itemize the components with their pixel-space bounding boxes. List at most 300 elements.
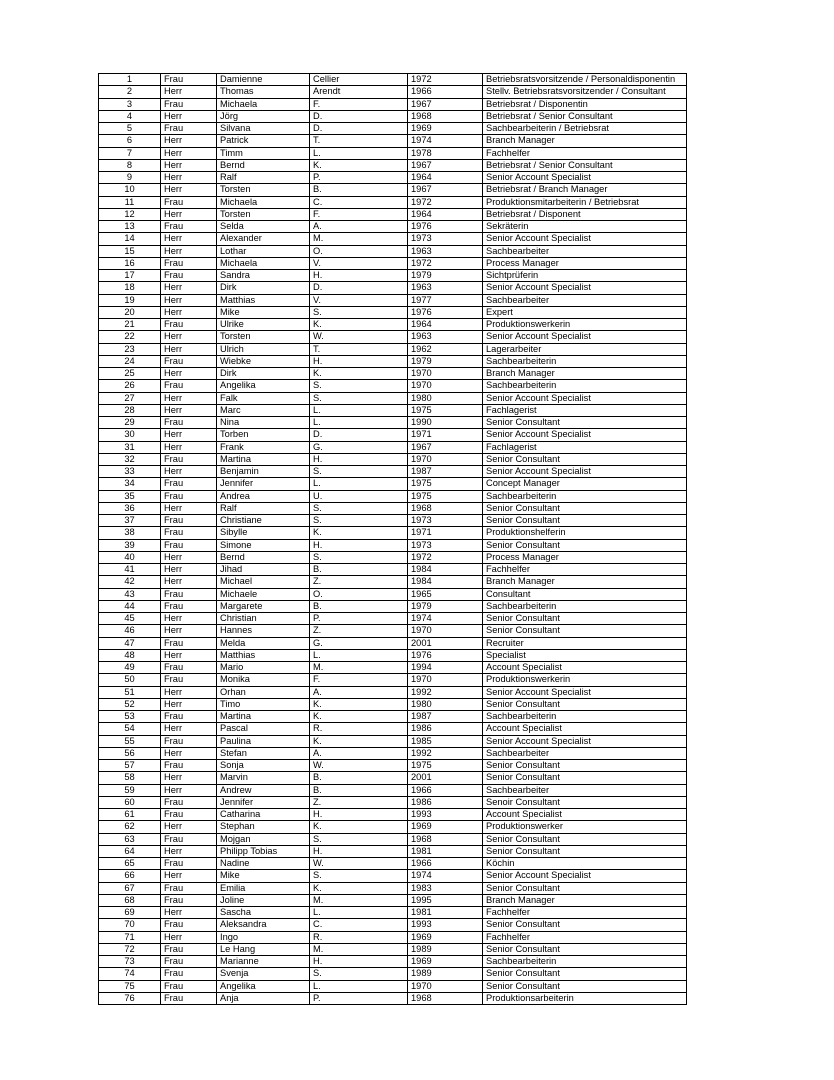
first-name-cell: Frank [217,441,310,453]
first-name-cell: Michaela [217,257,310,269]
position-cell: Branch Manager [483,135,687,147]
first-name-cell: Joline [217,894,310,906]
position-cell: Branch Manager [483,368,687,380]
row-number: 47 [99,637,161,649]
birth-year-cell: 1975 [408,760,483,772]
birth-year-cell: 1992 [408,686,483,698]
table-row [99,453,687,465]
first-name-cell: Marianne [217,956,310,968]
row-number: 10 [99,184,161,196]
row-number: 32 [99,453,161,465]
row-number: 2 [99,86,161,98]
first-name-cell: Stephan [217,821,310,833]
salutation-cell: Herr [161,686,217,698]
row-number: 8 [99,159,161,171]
position-cell: Process Manager [483,257,687,269]
position-cell: Betriebsrat / Disponent [483,208,687,220]
table-row [99,735,687,747]
first-name-cell: Angelika [217,980,310,992]
table-row [99,821,687,833]
first-name-cell: Martina [217,711,310,723]
first-name-cell: Dirk [217,368,310,380]
row-number: 43 [99,588,161,600]
position-cell: Senior Consultant [483,919,687,931]
first-name-cell: Andrea [217,490,310,502]
last-name-cell: D. [310,429,408,441]
salutation-cell: Herr [161,625,217,637]
salutation-cell: Herr [161,907,217,919]
position-cell: Senior Account Specialist [483,282,687,294]
birth-year-cell: 1975 [408,478,483,490]
last-name-cell: L. [310,980,408,992]
first-name-cell: Dirk [217,282,310,294]
table-row [99,294,687,306]
first-name-cell: Michael [217,576,310,588]
table-row [99,392,687,404]
first-name-cell: Damienne [217,74,310,86]
birth-year-cell: 1970 [408,453,483,465]
last-name-cell: A. [310,221,408,233]
table-row [99,711,687,723]
position-cell: Senior Consultant [483,845,687,857]
birth-year-cell: 1964 [408,208,483,220]
salutation-cell: Frau [161,588,217,600]
table-row [99,588,687,600]
last-name-cell: D. [310,282,408,294]
first-name-cell: Sibylle [217,527,310,539]
last-name-cell: K. [310,368,408,380]
salutation-cell: Frau [161,662,217,674]
last-name-cell: A. [310,686,408,698]
row-number: 72 [99,943,161,955]
birth-year-cell: 1976 [408,221,483,233]
salutation-cell: Frau [161,956,217,968]
last-name-cell: H. [310,355,408,367]
row-number: 7 [99,147,161,159]
first-name-cell: Christian [217,613,310,625]
last-name-cell: S. [310,833,408,845]
first-name-cell: Svenja [217,968,310,980]
table-row [99,343,687,355]
birth-year-cell: 1974 [408,135,483,147]
salutation-cell: Frau [161,980,217,992]
birth-year-cell: 1993 [408,809,483,821]
birth-year-cell: 1972 [408,196,483,208]
row-number: 50 [99,674,161,686]
last-name-cell: W. [310,760,408,772]
first-name-cell: Torsten [217,184,310,196]
salutation-cell: Herr [161,845,217,857]
table-row [99,931,687,943]
salutation-cell: Frau [161,319,217,331]
first-name-cell: Timo [217,698,310,710]
salutation-cell: Frau [161,355,217,367]
first-name-cell: Mario [217,662,310,674]
table-row [99,245,687,257]
position-cell: Betriebsratsvorsitzende / Personaldisponentin [483,74,687,86]
birth-year-cell: 1972 [408,257,483,269]
position-cell: Fachhelfer [483,907,687,919]
position-cell: Fachhelfer [483,931,687,943]
position-cell: Sachbearbeiterin [483,600,687,612]
salutation-cell: Frau [161,833,217,845]
salutation-cell: Herr [161,502,217,514]
first-name-cell: Stefan [217,747,310,759]
row-number: 73 [99,956,161,968]
salutation-cell: Herr [161,613,217,625]
first-name-cell: Nina [217,417,310,429]
table-row [99,637,687,649]
row-number: 75 [99,980,161,992]
row-number: 12 [99,208,161,220]
salutation-cell: Herr [161,172,217,184]
salutation-cell: Frau [161,943,217,955]
row-number: 26 [99,380,161,392]
birth-year-cell: 1970 [408,980,483,992]
table-row [99,980,687,992]
row-number: 70 [99,919,161,931]
row-number: 71 [99,931,161,943]
birth-year-cell: 1976 [408,306,483,318]
position-cell: Senior Account Specialist [483,870,687,882]
table-row [99,919,687,931]
birth-year-cell: 1967 [408,184,483,196]
row-number: 61 [99,809,161,821]
last-name-cell: B. [310,564,408,576]
birth-year-cell: 1985 [408,735,483,747]
birth-year-cell: 1973 [408,539,483,551]
table-row [99,833,687,845]
table-row [99,723,687,735]
position-cell: Sachbearbeiterin [483,956,687,968]
birth-year-cell: 1989 [408,968,483,980]
table-row [99,968,687,980]
position-cell: Senior Consultant [483,760,687,772]
last-name-cell: Arendt [310,86,408,98]
salutation-cell: Herr [161,429,217,441]
row-number: 40 [99,551,161,563]
position-cell: Senior Account Specialist [483,429,687,441]
salutation-cell: Frau [161,490,217,502]
last-name-cell: K. [310,159,408,171]
table-row [99,159,687,171]
first-name-cell: Falk [217,392,310,404]
table-row [99,760,687,772]
last-name-cell: R. [310,931,408,943]
salutation-cell: Herr [161,110,217,122]
first-name-cell: Selda [217,221,310,233]
last-name-cell: W. [310,858,408,870]
position-cell: Fachlagerist [483,441,687,453]
last-name-cell: S. [310,551,408,563]
position-cell: Fachhelfer [483,564,687,576]
last-name-cell: P. [310,172,408,184]
last-name-cell: K. [310,711,408,723]
first-name-cell: Thomas [217,86,310,98]
birth-year-cell: 1963 [408,245,483,257]
row-number: 64 [99,845,161,857]
first-name-cell: Monika [217,674,310,686]
last-name-cell: T. [310,343,408,355]
position-cell: Senior Consultant [483,417,687,429]
position-cell: Sachbearbeiterin [483,490,687,502]
birth-year-cell: 2001 [408,772,483,784]
row-number: 60 [99,796,161,808]
last-name-cell: B. [310,600,408,612]
salutation-cell: Herr [161,233,217,245]
table-row [99,282,687,294]
position-cell: Senior Consultant [483,515,687,527]
position-cell: Process Manager [483,551,687,563]
first-name-cell: Pascal [217,723,310,735]
birth-year-cell: 1990 [408,417,483,429]
birth-year-cell: 1986 [408,723,483,735]
last-name-cell: L. [310,907,408,919]
row-number: 63 [99,833,161,845]
birth-year-cell: 1970 [408,368,483,380]
salutation-cell: Frau [161,796,217,808]
position-cell: Köchin [483,858,687,870]
birth-year-cell: 1973 [408,233,483,245]
first-name-cell: Michaele [217,588,310,600]
last-name-cell: H. [310,453,408,465]
table-row [99,796,687,808]
first-name-cell: Ulrich [217,343,310,355]
salutation-cell: Herr [161,649,217,661]
position-cell: Produktionswerkerin [483,674,687,686]
row-number: 48 [99,649,161,661]
birth-year-cell: 1977 [408,294,483,306]
table-row [99,221,687,233]
position-cell: Branch Manager [483,894,687,906]
row-number: 41 [99,564,161,576]
first-name-cell: Christiane [217,515,310,527]
first-name-cell: Paulina [217,735,310,747]
table-row [99,686,687,698]
position-cell: Senior Account Specialist [483,233,687,245]
table-row [99,564,687,576]
birth-year-cell: 2001 [408,637,483,649]
salutation-cell: Frau [161,539,217,551]
row-number: 58 [99,772,161,784]
table-row [99,86,687,98]
birth-year-cell: 1974 [408,870,483,882]
first-name-cell: Timm [217,147,310,159]
first-name-cell: Marc [217,404,310,416]
table-row [99,135,687,147]
last-name-cell: V. [310,257,408,269]
salutation-cell: Frau [161,968,217,980]
position-cell: Concept Manager [483,478,687,490]
first-name-cell: Mike [217,870,310,882]
first-name-cell: Margarete [217,600,310,612]
position-cell: Senior Account Specialist [483,686,687,698]
position-cell: Senior Account Specialist [483,466,687,478]
first-name-cell: Matthias [217,294,310,306]
salutation-cell: Herr [161,551,217,563]
salutation-cell: Frau [161,809,217,821]
salutation-cell: Frau [161,380,217,392]
first-name-cell: Lothar [217,245,310,257]
row-number: 25 [99,368,161,380]
last-name-cell: B. [310,784,408,796]
position-cell: Sichtprüferin [483,270,687,282]
row-number: 52 [99,698,161,710]
last-name-cell: C. [310,919,408,931]
first-name-cell: Catharina [217,809,310,821]
salutation-cell: Frau [161,196,217,208]
salutation-cell: Herr [161,870,217,882]
row-number: 36 [99,502,161,514]
birth-year-cell: 1965 [408,588,483,600]
table-row [99,208,687,220]
birth-year-cell: 1968 [408,110,483,122]
last-name-cell: Z. [310,796,408,808]
birth-year-cell: 1962 [408,343,483,355]
first-name-cell: Jörg [217,110,310,122]
first-name-cell: Bernd [217,551,310,563]
birth-year-cell: 1968 [408,992,483,1004]
last-name-cell: K. [310,735,408,747]
birth-year-cell: 1964 [408,319,483,331]
last-name-cell: A. [310,747,408,759]
salutation-cell: Herr [161,698,217,710]
last-name-cell: T. [310,135,408,147]
position-cell: Senior Consultant [483,882,687,894]
row-number: 37 [99,515,161,527]
row-number: 53 [99,711,161,723]
birth-year-cell: 1972 [408,74,483,86]
first-name-cell: Anja [217,992,310,1004]
row-number: 66 [99,870,161,882]
last-name-cell: L. [310,478,408,490]
position-cell: Senoir Consultant [483,796,687,808]
last-name-cell: S. [310,515,408,527]
salutation-cell: Frau [161,882,217,894]
salutation-cell: Herr [161,159,217,171]
salutation-cell: Herr [161,368,217,380]
position-cell: Consultant [483,588,687,600]
table-row [99,478,687,490]
salutation-cell: Herr [161,343,217,355]
row-number: 14 [99,233,161,245]
first-name-cell: Patrick [217,135,310,147]
table-row [99,956,687,968]
salutation-cell: Frau [161,919,217,931]
row-number: 74 [99,968,161,980]
row-number: 19 [99,294,161,306]
salutation-cell: Frau [161,515,217,527]
table-row [99,907,687,919]
first-name-cell: Torsten [217,208,310,220]
birth-year-cell: 1967 [408,98,483,110]
position-cell: Sachbearbeiter [483,294,687,306]
position-cell: Lagerarbeiter [483,343,687,355]
birth-year-cell: 1967 [408,441,483,453]
table-row [99,429,687,441]
salutation-cell: Herr [161,784,217,796]
row-number: 28 [99,404,161,416]
table-row [99,184,687,196]
position-cell: Produktionshelferin [483,527,687,539]
first-name-cell: Ralf [217,172,310,184]
salutation-cell: Frau [161,735,217,747]
position-cell: Senior Consultant [483,698,687,710]
salutation-cell: Herr [161,404,217,416]
last-name-cell: R. [310,723,408,735]
row-number: 49 [99,662,161,674]
last-name-cell: L. [310,147,408,159]
position-cell: Senior Consultant [483,980,687,992]
row-number: 6 [99,135,161,147]
salutation-cell: Herr [161,331,217,343]
table-row [99,515,687,527]
last-name-cell: H. [310,270,408,282]
birth-year-cell: 1979 [408,270,483,282]
last-name-cell: P. [310,613,408,625]
birth-year-cell: 1967 [408,159,483,171]
row-number: 11 [99,196,161,208]
table-row [99,355,687,367]
salutation-cell: Herr [161,245,217,257]
table-row [99,110,687,122]
row-number: 34 [99,478,161,490]
position-cell: Sachbearbeiter [483,747,687,759]
position-cell: Senior Consultant [483,833,687,845]
first-name-cell: Jennifer [217,478,310,490]
last-name-cell: P. [310,992,408,1004]
first-name-cell: Jennifer [217,796,310,808]
position-cell: Fachhelfer [483,147,687,159]
position-cell: Stellv. Betriebsratsvorsitzender / Consultant [483,86,687,98]
table-row [99,270,687,282]
table-row [99,502,687,514]
row-number: 5 [99,123,161,135]
salutation-cell: Herr [161,184,217,196]
first-name-cell: Sonja [217,760,310,772]
row-number: 57 [99,760,161,772]
position-cell: Expert [483,306,687,318]
birth-year-cell: 1969 [408,123,483,135]
row-number: 65 [99,858,161,870]
last-name-cell: G. [310,637,408,649]
position-cell: Senior Account Specialist [483,331,687,343]
birth-year-cell: 1970 [408,380,483,392]
table-row [99,98,687,110]
position-cell: Senior Consultant [483,613,687,625]
salutation-cell: Frau [161,453,217,465]
first-name-cell: Torsten [217,331,310,343]
position-cell: Senior Account Specialist [483,735,687,747]
first-name-cell: Torben [217,429,310,441]
position-cell: Betriebsrat / Disponentin [483,98,687,110]
row-number: 16 [99,257,161,269]
last-name-cell: Z. [310,625,408,637]
salutation-cell: Herr [161,282,217,294]
first-name-cell: Marvin [217,772,310,784]
last-name-cell: L. [310,649,408,661]
row-number: 68 [99,894,161,906]
table-row [99,576,687,588]
table-row [99,196,687,208]
last-name-cell: H. [310,809,408,821]
row-number: 56 [99,747,161,759]
last-name-cell: F. [310,208,408,220]
row-number: 45 [99,613,161,625]
row-number: 39 [99,539,161,551]
birth-year-cell: 1981 [408,845,483,857]
salutation-cell: Frau [161,98,217,110]
